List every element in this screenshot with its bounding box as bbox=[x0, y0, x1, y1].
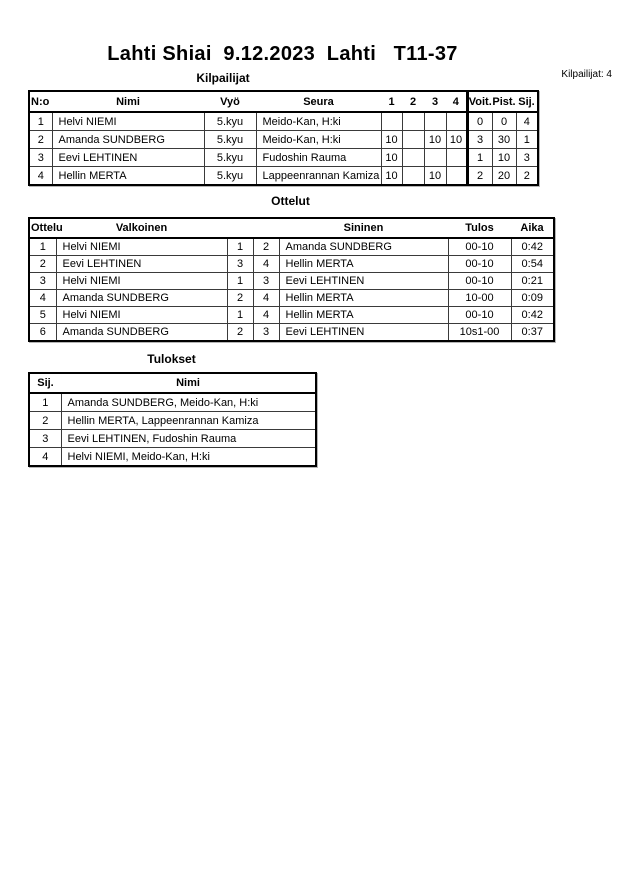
header-match-4: 4 bbox=[446, 91, 467, 112]
cell-name: Hellin MERTA bbox=[52, 167, 204, 186]
cell-belt: 5.kyu bbox=[204, 149, 256, 167]
match-row bbox=[29, 324, 554, 342]
cell-club: Meido-Kan, H:ki bbox=[256, 131, 381, 149]
cell-result: 00-10 bbox=[448, 273, 511, 290]
competitor-row bbox=[29, 112, 538, 131]
cell-blue-no: 3 bbox=[253, 273, 279, 290]
cell-wins: 2 bbox=[467, 167, 492, 186]
cell-wins: 0 bbox=[467, 112, 492, 131]
competitor-row bbox=[29, 131, 538, 149]
matches-header-row bbox=[29, 218, 554, 238]
cell-score-2 bbox=[402, 112, 424, 131]
section-title-results: Tulokset bbox=[147, 352, 196, 366]
cell-points: 30 bbox=[492, 131, 516, 149]
cell-time: 0:42 bbox=[511, 238, 554, 256]
cell-blue-name: Eevi LEHTINEN bbox=[279, 324, 448, 342]
header-name: Nimi bbox=[52, 91, 204, 112]
cell-result: 00-10 bbox=[448, 238, 511, 256]
cell-result: 00-10 bbox=[448, 307, 511, 324]
header-wins: Voit. bbox=[467, 91, 492, 112]
cell-white-no: 2 bbox=[227, 290, 253, 307]
cell-belt: 5.kyu bbox=[204, 167, 256, 186]
header-blue: Sininen bbox=[279, 218, 448, 238]
cell-name: Helvi NIEMI bbox=[52, 112, 204, 131]
result-row bbox=[29, 393, 316, 412]
cell-score-4 bbox=[446, 149, 467, 167]
cell-time: 0:37 bbox=[511, 324, 554, 342]
header-club: Seura bbox=[256, 91, 381, 112]
cell-score-1: 10 bbox=[381, 167, 402, 186]
cell-wins: 3 bbox=[467, 131, 492, 149]
cell-place: 1 bbox=[29, 393, 61, 412]
cell-white-name: Amanda SUNDBERG bbox=[56, 324, 227, 342]
cell-blue-name: Hellin MERTA bbox=[279, 290, 448, 307]
page-title: Lahti Shiai 9.12.2023 Lahti T11-37 bbox=[107, 43, 458, 65]
cell-score-1: 10 bbox=[381, 131, 402, 149]
cell-place: 3 bbox=[516, 149, 538, 167]
cell-name-club: Amanda SUNDBERG, Meido-Kan, H:ki bbox=[61, 393, 316, 412]
competitors-header-row bbox=[29, 91, 538, 112]
header-empty bbox=[227, 218, 253, 238]
cell-no: 2 bbox=[29, 131, 52, 149]
competitors-count-label: Kilpailijat: 4 bbox=[561, 69, 612, 80]
cell-score-3: 10 bbox=[424, 131, 446, 149]
header-match-no: Ottelu bbox=[29, 218, 56, 238]
cell-name-club: Hellin MERTA, Lappeenrannan Kamiza bbox=[61, 412, 316, 430]
cell-club: Lappeenrannan Kamiza bbox=[256, 167, 381, 186]
cell-white-no: 2 bbox=[227, 324, 253, 342]
header-place: Sij. bbox=[29, 373, 61, 393]
cell-place: 3 bbox=[29, 430, 61, 448]
cell-place: 1 bbox=[516, 131, 538, 149]
cell-place: 4 bbox=[29, 448, 61, 467]
cell-match-no: 5 bbox=[29, 307, 56, 324]
header-belt: Vyö bbox=[204, 91, 256, 112]
cell-score-2 bbox=[402, 167, 424, 186]
cell-points: 20 bbox=[492, 167, 516, 186]
cell-blue-no: 3 bbox=[253, 324, 279, 342]
cell-time: 0:21 bbox=[511, 273, 554, 290]
match-row bbox=[29, 307, 554, 324]
cell-blue-no: 4 bbox=[253, 256, 279, 273]
cell-no: 3 bbox=[29, 149, 52, 167]
cell-white-name: Helvi NIEMI bbox=[56, 307, 227, 324]
cell-score-3 bbox=[424, 149, 446, 167]
match-row bbox=[29, 273, 554, 290]
cell-score-4 bbox=[446, 112, 467, 131]
cell-place: 2 bbox=[516, 167, 538, 186]
cell-result: 10s1-00 bbox=[448, 324, 511, 342]
match-row bbox=[29, 256, 554, 273]
result-row bbox=[29, 430, 316, 448]
cell-name: Amanda SUNDBERG bbox=[52, 131, 204, 149]
header-match-1: 1 bbox=[381, 91, 402, 112]
cell-white-no: 3 bbox=[227, 256, 253, 273]
cell-club: Meido-Kan, H:ki bbox=[256, 112, 381, 131]
cell-name-club: Helvi NIEMI, Meido-Kan, H:ki bbox=[61, 448, 316, 467]
header-match-2: 2 bbox=[402, 91, 424, 112]
header-result: Tulos bbox=[448, 218, 511, 238]
cell-belt: 5.kyu bbox=[204, 131, 256, 149]
cell-white-name: Helvi NIEMI bbox=[56, 238, 227, 256]
cell-score-4: 10 bbox=[446, 131, 467, 149]
cell-time: 0:09 bbox=[511, 290, 554, 307]
cell-blue-no: 4 bbox=[253, 290, 279, 307]
cell-name: Eevi LEHTINEN bbox=[52, 149, 204, 167]
header-empty bbox=[253, 218, 279, 238]
cell-score-3 bbox=[424, 112, 446, 131]
cell-white-no: 1 bbox=[227, 307, 253, 324]
cell-score-2 bbox=[402, 131, 424, 149]
cell-white-name: Amanda SUNDBERG bbox=[56, 290, 227, 307]
result-row bbox=[29, 412, 316, 430]
header-white: Valkoinen bbox=[56, 218, 227, 238]
cell-white-no: 1 bbox=[227, 238, 253, 256]
cell-no: 1 bbox=[29, 112, 52, 131]
cell-blue-name: Hellin MERTA bbox=[279, 307, 448, 324]
results-table bbox=[28, 372, 317, 467]
cell-white-no: 1 bbox=[227, 273, 253, 290]
header-no: N:o bbox=[29, 91, 52, 112]
cell-match-no: 3 bbox=[29, 273, 56, 290]
section-title-competitors: Kilpailijat bbox=[196, 71, 250, 85]
matches-table bbox=[28, 217, 555, 342]
cell-time: 0:54 bbox=[511, 256, 554, 273]
competitor-row bbox=[29, 149, 538, 167]
cell-points: 10 bbox=[492, 149, 516, 167]
cell-points: 0 bbox=[492, 112, 516, 131]
cell-place: 4 bbox=[516, 112, 538, 131]
header-time: Aika bbox=[511, 218, 554, 238]
cell-match-no: 6 bbox=[29, 324, 56, 342]
result-row bbox=[29, 448, 316, 467]
results-header-row bbox=[29, 373, 316, 393]
cell-result: 10-00 bbox=[448, 290, 511, 307]
cell-no: 4 bbox=[29, 167, 52, 186]
cell-match-no: 1 bbox=[29, 238, 56, 256]
header-name: Nimi bbox=[61, 373, 316, 393]
cell-score-4 bbox=[446, 167, 467, 186]
cell-score-1 bbox=[381, 112, 402, 131]
cell-match-no: 4 bbox=[29, 290, 56, 307]
cell-wins: 1 bbox=[467, 149, 492, 167]
cell-score-1: 10 bbox=[381, 149, 402, 167]
cell-name-club: Eevi LEHTINEN, Fudoshin Rauma bbox=[61, 430, 316, 448]
section-title-matches: Ottelut bbox=[271, 194, 310, 208]
cell-score-2 bbox=[402, 149, 424, 167]
cell-belt: 5.kyu bbox=[204, 112, 256, 131]
cell-blue-no: 2 bbox=[253, 238, 279, 256]
match-row bbox=[29, 290, 554, 307]
cell-time: 0:42 bbox=[511, 307, 554, 324]
cell-blue-no: 4 bbox=[253, 307, 279, 324]
header-points: Pist. bbox=[492, 91, 516, 112]
cell-club: Fudoshin Rauma bbox=[256, 149, 381, 167]
header-match-3: 3 bbox=[424, 91, 446, 112]
competitor-row bbox=[29, 167, 538, 186]
cell-match-no: 2 bbox=[29, 256, 56, 273]
cell-white-name: Helvi NIEMI bbox=[56, 273, 227, 290]
cell-white-name: Eevi LEHTINEN bbox=[56, 256, 227, 273]
match-row bbox=[29, 238, 554, 256]
cell-blue-name: Amanda SUNDBERG bbox=[279, 238, 448, 256]
competitors-table bbox=[28, 90, 539, 186]
header-place: Sij. bbox=[516, 91, 538, 112]
cell-blue-name: Hellin MERTA bbox=[279, 256, 448, 273]
cell-blue-name: Eevi LEHTINEN bbox=[279, 273, 448, 290]
cell-score-3: 10 bbox=[424, 167, 446, 186]
cell-result: 00-10 bbox=[448, 256, 511, 273]
cell-place: 2 bbox=[29, 412, 61, 430]
